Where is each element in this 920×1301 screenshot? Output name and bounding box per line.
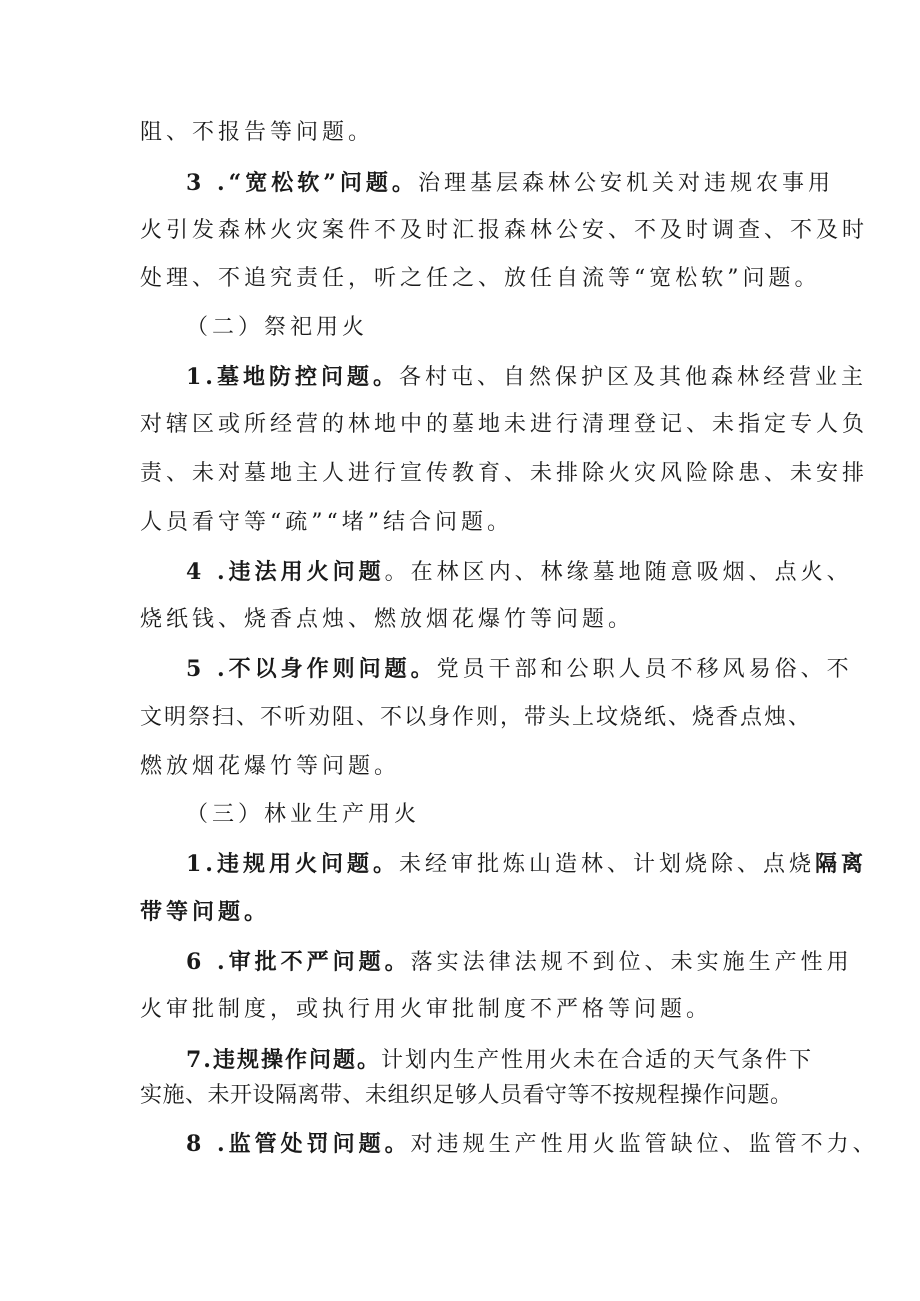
text-line: 7.违规操作问题。计划内生产性用火未在合适的天气条件下	[186, 1047, 813, 1073]
text-line: 人员看守等“疏”“堵”结合问题。	[140, 510, 513, 535]
item-heading: 4 .违法用火问题	[186, 559, 385, 585]
item-heading: 7.违规操作问题。	[186, 1047, 381, 1073]
text-line: 燃放烟花爆竹等问题。	[140, 754, 401, 779]
text-line: 3 .“宽松软”问题。治理基层森林公安机关对违规农事用	[186, 170, 834, 196]
text-line: 阻、不报告等问题。	[140, 120, 375, 145]
item-heading: 1.墓地防控问题。	[186, 364, 399, 390]
text-line: 火审批制度，或执行用火审批制度不严格等问题。	[140, 997, 713, 1022]
item-heading: 5 .不以身作则问题。	[186, 656, 437, 682]
text-line: 烧纸钱、烧香点烛、燃放烟花爆竹等问题。	[140, 607, 635, 632]
text-line: 文明祭扫、不听劝阻、不以身作则，带头上坟烧纸、烧香点烛、	[140, 705, 813, 730]
text-line: 1.墓地防控问题。各村屯、自然保护区及其他森林经营业主	[186, 364, 867, 390]
text-line: 对辖区或所经营的林地中的墓地未进行清理登记、未指定专人负	[140, 412, 869, 437]
item-heading: 6 .审批不严问题。	[186, 949, 411, 975]
text-line: 带等问题。	[140, 899, 271, 925]
text-line: 4 .违法用火问题。在林区内、林缘墓地随意吸烟、点火、	[186, 559, 853, 585]
section-heading: （三）林业生产用火	[186, 802, 421, 827]
text-line: 5 .不以身作则问题。党员干部和公职人员不移风易俗、不	[186, 656, 853, 682]
text-line: 6 .审批不严问题。落实法律法规不到位、未实施生产性用	[186, 949, 853, 975]
text-line: 火引发森林火灾案件不及时汇报森林公安、不及时调查、不及时	[140, 218, 869, 243]
text-line: 实施、未开设隔离带、未组织足够人员看守等不按规程操作问题。	[140, 1083, 793, 1108]
text-line: 责、未对墓地主人进行宣传教育、未排除火灾风险除患、未安排	[140, 461, 869, 486]
text-line: 处理、不追究责任，听之任之、放任自流等“宽松软”问题。	[140, 266, 821, 291]
item-heading: 8 .监管处罚问题。	[186, 1131, 411, 1157]
text-line: 1.违规用火问题。未经审批炼山造林、计划烧除、点烧隔离	[186, 851, 867, 877]
item-heading: 3 .“宽松软”问题。	[186, 170, 418, 196]
item-heading: 1.违规用火问题。	[186, 851, 399, 877]
section-heading: （二）祭祀用火	[186, 315, 369, 340]
text-line: 8 .监管处罚问题。对违规生产性用火监管缺位、监管不力、	[186, 1131, 879, 1157]
